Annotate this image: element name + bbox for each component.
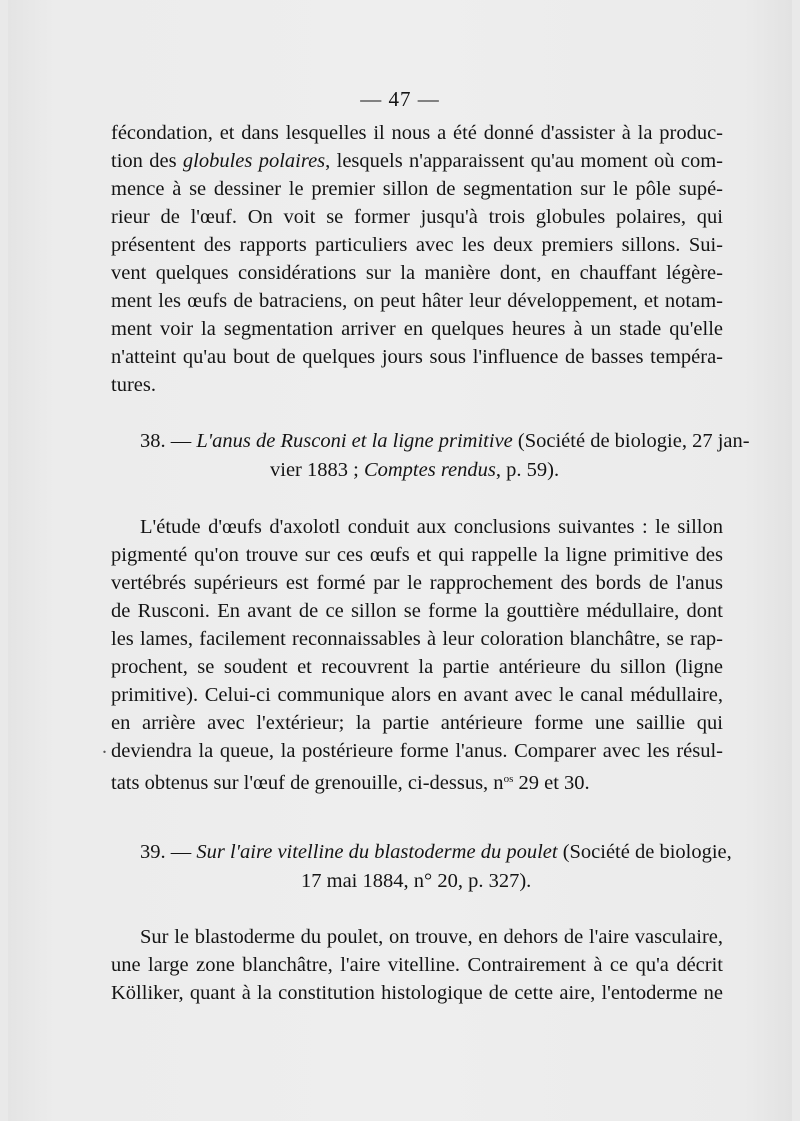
text-line: deviendra la queue, la postérieure forme l'anus. Comparer avec les résul- xyxy=(111,740,723,762)
text-line: prochent, se soudent et recouvrent la partie antérieure du sillon (ligne xyxy=(111,656,723,678)
text-line: en arrière avec l'extérieur; la partie antérieure forme une saillie qui xyxy=(111,712,723,734)
text-line: rieur de l'œuf. On voit se former jusqu'à trois globules polaires, qui xyxy=(111,206,723,228)
text-line: mence à se dessiner le premier sillon de segmentation sur le pôle supé- xyxy=(111,178,723,200)
italic-term: globules polaires xyxy=(182,150,326,172)
text-run: , lesquels n'apparaissent qu'au moment où com- xyxy=(325,150,723,172)
entry-journal: Comptes rendus xyxy=(363,459,496,481)
text-line: pigmenté qu'on trouve sur ces œufs et qui rappelle la ligne primitive des xyxy=(111,544,723,566)
text-line: n'atteint qu'au bout de quelques jours sous l'influence de basses tempéra- xyxy=(111,346,723,368)
stray-mark: . xyxy=(102,736,107,758)
text-line: les lames, facilement reconnaissables à leur coloration blanchâtre, se rap- xyxy=(111,628,723,650)
text-line: tures. xyxy=(111,374,156,396)
text-run: tats obtenus sur l'œuf de grenouille, ci-dessus, n xyxy=(111,772,504,794)
entry-reference: vier 1883 ; xyxy=(270,459,364,481)
text-line: L'étude d'œufs d'axolotl conduit aux conclusions suivantes : le sillon xyxy=(140,516,723,538)
text-line: de Rusconi. En avant de ce sillon se forme la gouttière médullaire, dont xyxy=(111,600,723,622)
text-run: tion des xyxy=(111,150,183,172)
entry-38-heading xyxy=(140,428,750,455)
text-line: une large zone blanchâtre, l'aire vitelline. Contrairement à ce qu'a décrit xyxy=(111,954,723,976)
text-line: présentent des rapports particuliers avec les deux premiers sillons. Sui- xyxy=(111,234,723,256)
entry-number: 38. — xyxy=(140,430,197,452)
text-line: vent quelques considérations sur la manière dont, en chauffant légère- xyxy=(111,262,723,284)
text-line: ment les œufs de batraciens, on peut hâter leur développement, et notam- xyxy=(111,290,723,312)
text-line: vertébrés supérieurs est formé par le rapprochement des bords de l'anus xyxy=(111,572,723,594)
text-run: 29 et 30. xyxy=(513,772,590,794)
entry-39-heading-cont: 17 mai 1884, n° 20, p. 327). xyxy=(301,870,532,892)
entry-title: L'anus de Rusconi et la ligne primitive xyxy=(196,430,513,452)
entry-38-heading-cont xyxy=(270,457,559,484)
entry-reference: (Société de biologie, 27 jan- xyxy=(512,430,750,452)
superscript: os xyxy=(503,773,514,785)
text-line xyxy=(111,148,723,175)
entry-reference: , p. 59). xyxy=(495,459,560,481)
entry-reference: (Société de biologie, xyxy=(557,841,732,863)
entry-title: Sur l'aire vitelline du blastoderme du poulet xyxy=(196,841,558,863)
text-line: primitive). Celui-ci communique alors en avant avec le canal médullaire, xyxy=(111,684,723,706)
text-line: Kölliker, quant à la constitution histologique de cette aire, l'entoderme ne xyxy=(111,982,723,1004)
page-number: — 47 — xyxy=(360,87,440,111)
entry-number: 39. — xyxy=(140,841,197,863)
text-line: ment voir la segmentation arriver en quelques heures à un stade qu'elle xyxy=(111,318,723,340)
text-line xyxy=(111,766,590,797)
text-line: Sur le blastoderme du poulet, on trouve, en dehors de l'aire vasculaire, xyxy=(140,926,723,948)
entry-39-heading xyxy=(140,839,732,866)
text-line: fécondation, et dans lesquelles il nous a été donné d'assister à la produc- xyxy=(111,122,723,144)
